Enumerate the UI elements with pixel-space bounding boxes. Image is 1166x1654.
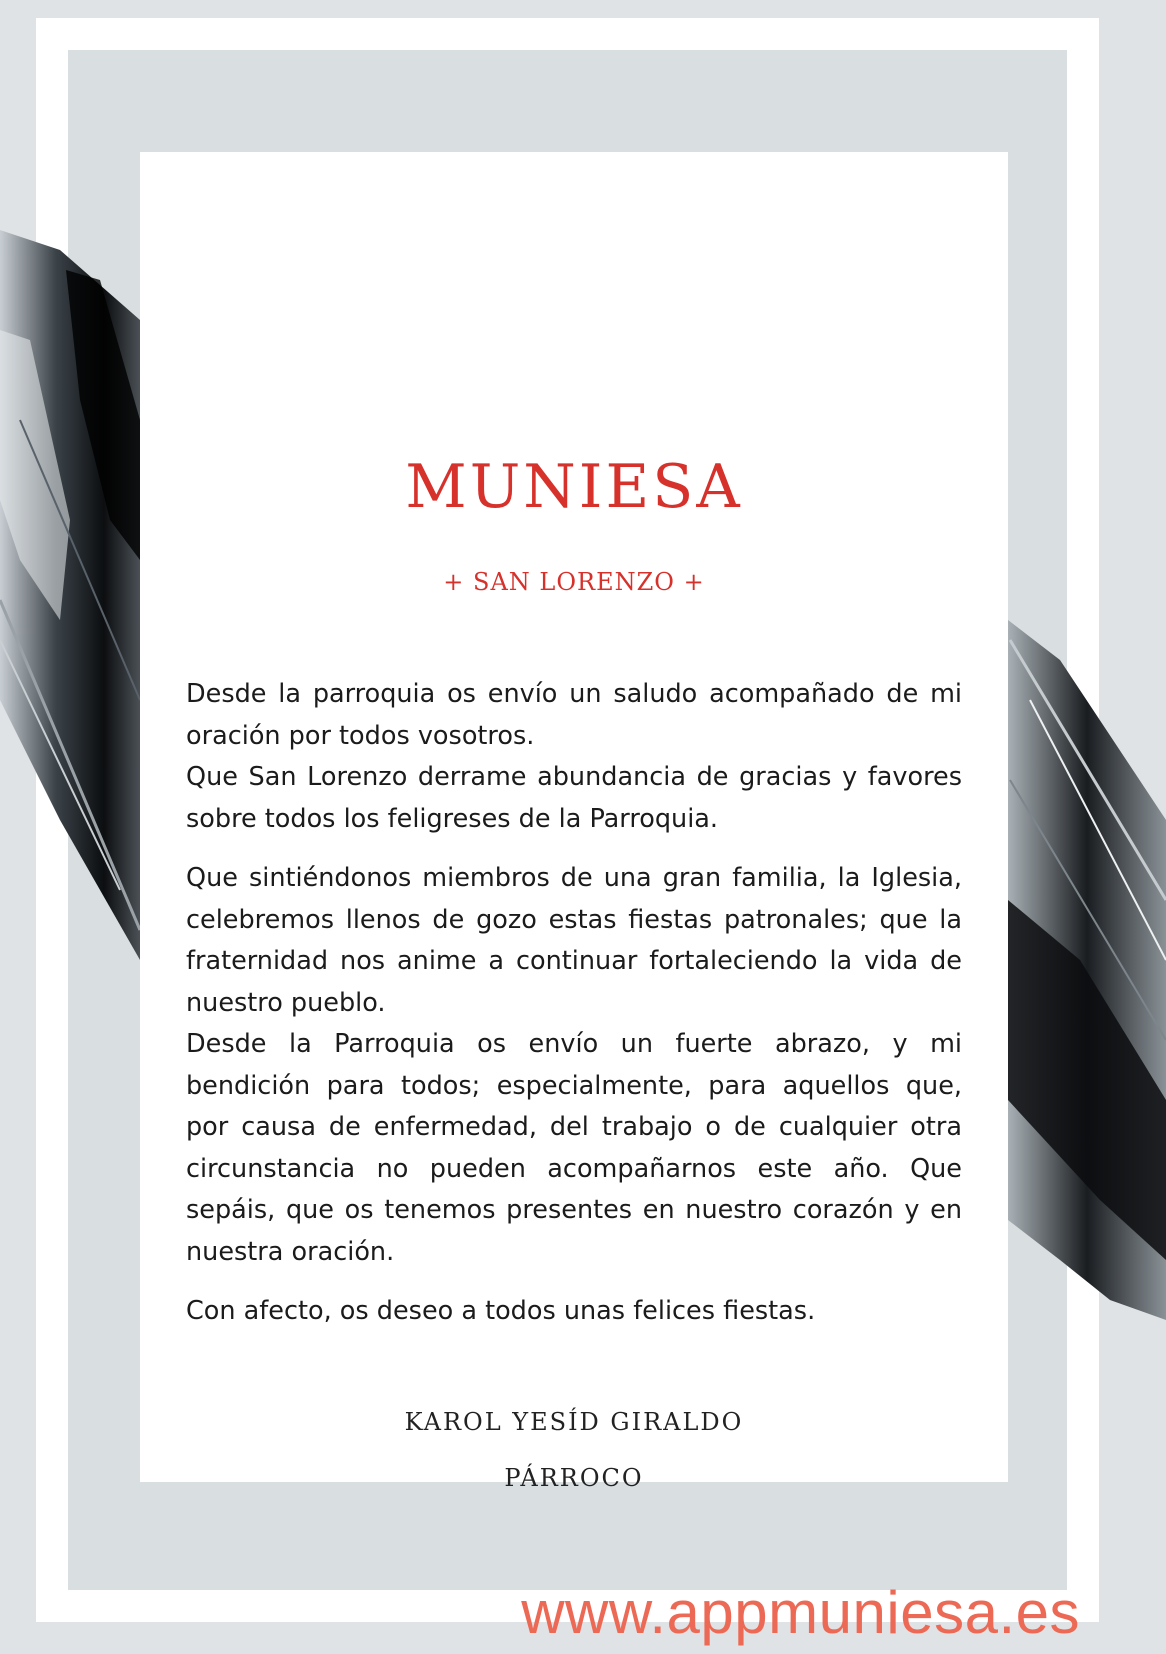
paragraph: Que San Lorenzo derrame abundancia de gracias y favores sobre todos los feligreses de la Parroquia. xyxy=(186,762,962,834)
paragraph: Desde la Parroquia os envío un fuerte abrazo, y mi bendición para todos; especialmente, para aquellos que, por causa de enfermedad, del trabajo o de cualquier otra circunstancia no pueden acompañarnos este año. Que sepáis, que os tenemos presentes en nuestro corazón y en nuestra oración. xyxy=(186,1029,962,1267)
paragraph: Que sintiéndonos miembros de una gran familia, la Iglesia, celebremos llenos de gozo estas fiestas patronales; que la fraternidad nos anime a continuar fortaleciendo la vida de nuestro pueblo. xyxy=(186,863,962,1018)
subtitle xyxy=(140,570,1008,594)
signature-name: KAROL YESÍD GIRALDO xyxy=(404,1408,744,1436)
message-body xyxy=(186,674,962,1333)
website-link[interactable]: www.appmuniesa.es xyxy=(521,1579,1080,1646)
message-card xyxy=(140,152,1008,1492)
signature-role: PÁRROCO xyxy=(504,1464,644,1492)
paragraph: Desde la parroquia os envío un saludo acompañado de mi oración por todos vosotros. xyxy=(186,679,962,751)
paragraph: Con afecto, os deseo a todos unas felices fiestas. xyxy=(186,1296,816,1326)
page-title: MUNIESA xyxy=(405,452,743,522)
subtitle-text: + SAN LORENZO + xyxy=(443,568,705,596)
